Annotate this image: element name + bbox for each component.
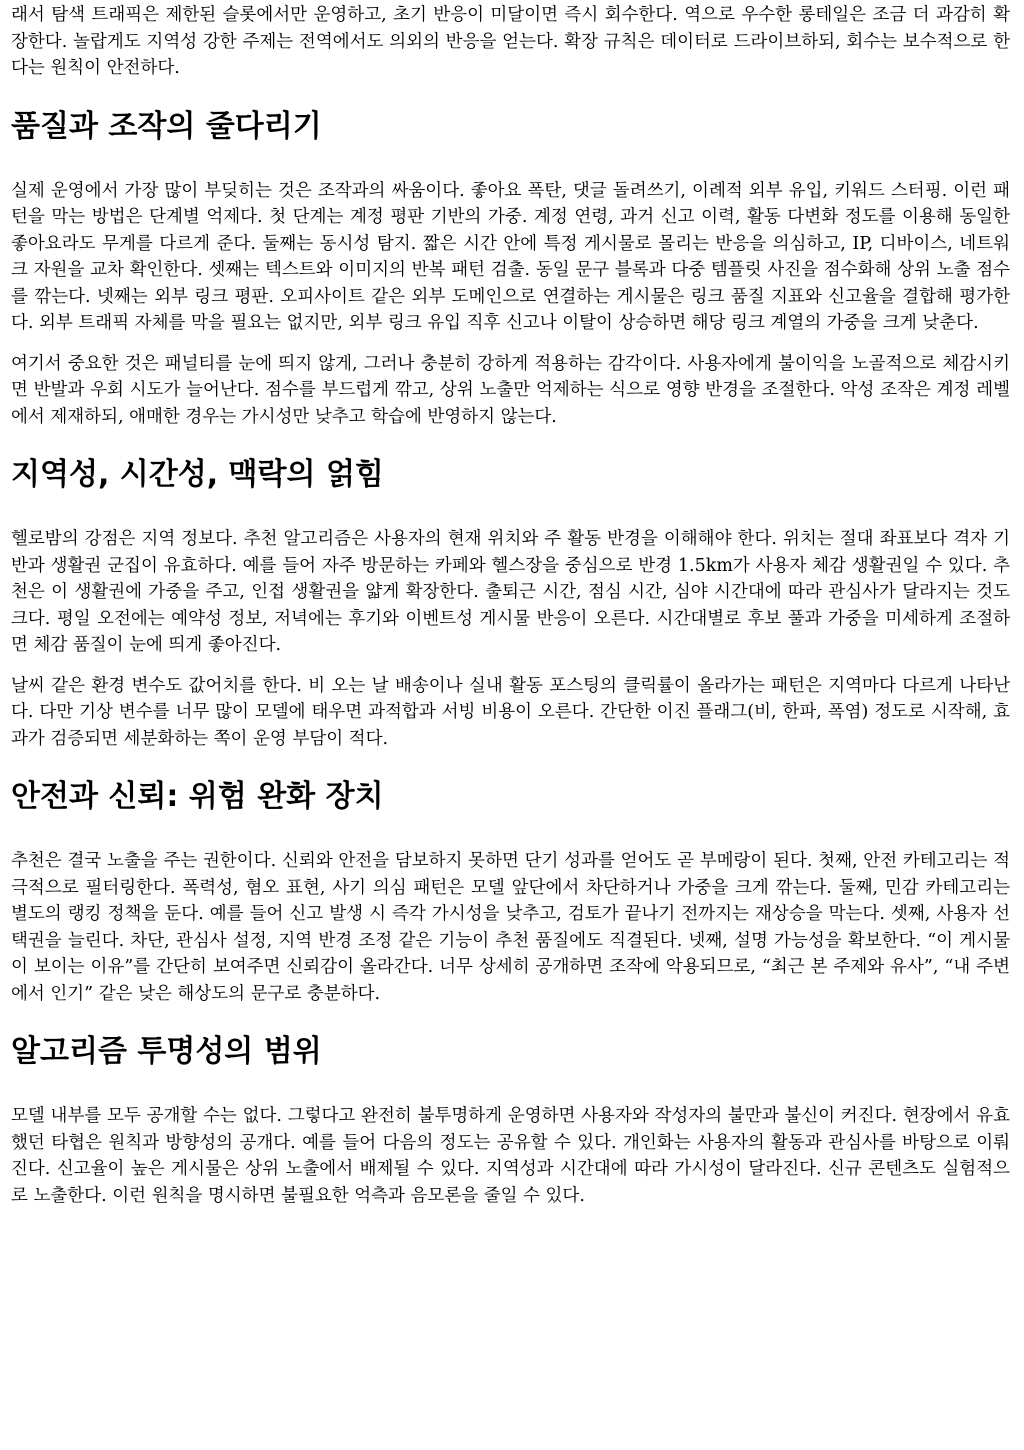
body-paragraph: 실제 운영에서 가장 많이 부딪히는 것은 조작과의 싸움이다. 좋아요 폭탄, 댓글 돌려쓰기, 이례적 외부 유입, 키워드 스터핑. 이런 패턴을 막는 방법은 단계별 억제다. 첫 단계는 계정 평판 기반의 가중. 계정 연령, 과거 신고 이력, 활동 다변화 정도를 이용해 동일한 좋아요라도 무게를 다르게 준다. 둘째는 동시성 탐지. 짧은 시간 안에 특정 게시물로 몰리는 반응을 의심하고, IP, 디바이스, 네트워크 자원을 교차 확인한다. 셋째는 텍스트와 이미지의 반복 패턴 검출. 동일 문구 블록과 다중 템플릿 사진을 점수화해 상위 노출 점수를 깎는다. 넷째는 외부 링크 평판. 오피사이트 같은 외부 도메인으로 연결하는 게시물은 링크 품질 지표와 신고율을 결합해 평가한다. 외부 트래픽 자체를 막을 필요는 없지만, 외부 링크 유입 직후 신고나 이탈이 상승하면 해당 링크 계열의 가중을 크게 낮춘다. [11,180,1010,333]
body-paragraph: 날씨 같은 환경 변수도 값어치를 한다. 비 오는 날 배송이나 실내 활동 포스팅의 클릭률이 올라가는 패턴은 지역마다 다르게 나타난다. 다만 기상 변수를 너무 많이 모델에 태우면 과적합과 서빙 비용이 오른다. 간단한 이진 플래그(비, 한파, 폭염) 정도로 시작해, 효과가 검증되면 세분화하는 쪽이 운영 부담이 적다. [11,675,1010,749]
section-heading: 품질과 조작의 줄다리기 [11,108,322,144]
section-heading: 지역성, 시간성, 맥락의 얽힘 [11,457,384,492]
section-safety-and-trust [11,778,1010,1007]
article [0,2,1024,1209]
intro-paragraph: 래서 탐색 트래픽은 제한된 슬롯에서만 운영하고, 초기 반응이 미달이면 즉시 회수한다. 역으로 우수한 롱테일은 조금 더 과감히 확장한다. 놀랍게도 지역성 강한 주제는 전역에서도 의외의 반응을 얻는다. 확장 규칙은 데이터로 드라이브하되, 회수는 보수적으로 한다는 원칙이 안전하다. [11,5,1010,78]
section-locality-time-context [11,456,1010,752]
section-algorithm-transparency [11,1033,1010,1209]
body-paragraph: 추천은 결국 노출을 주는 권한이다. 신뢰와 안전을 담보하지 못하면 단기 성과를 얻어도 곧 부메랑이 된다. 첫째, 안전 카테고리는 적극적으로 필터링한다. 폭력성, 혐오 표현, 사기 의심 패턴은 모델 앞단에서 차단하거나 가중을 크게 깎는다. 둘째, 민감 카테고리는 별도의 랭킹 정책을 둔다. 예를 들어 신고 발생 시 즉각 가시성을 낮추고, 검토가 끝나기 전까지는 재상승을 막는다. 셋째, 사용자 선택권을 늘린다. 차단, 관심사 설정, 지역 반경 조정 같은 기능이 추천 품질에도 직결된다. 넷째, 설명 가능성을 확보한다. “이 게시물이 보이는 이유”를 간단히 보여주면 신뢰감이 올라간다. 너무 상세히 공개하면 조작에 악용되므로, “최근 본 주제와 유사”, “내 주변에서 인기” 같은 낮은 해상도의 문구로 충분하다. [11,851,1010,1004]
section-quality-vs-manipulation [11,108,1010,431]
section-heading: 안전과 신뢰: 위험 완화 장치 [11,779,384,814]
body-paragraph: 모델 내부를 모두 공개할 수는 없다. 그렇다고 완전히 불투명하게 운영하면 사용자와 작성자의 불만과 불신이 커진다. 현장에서 유효했던 타협은 원칙과 방향성의 공개다. 예를 들어 다음의 정도는 공유할 수 있다. 개인화는 사용자의 활동과 관심사를 바탕으로 이뤄진다. 신고율이 높은 게시물은 상위 노출에서 배제될 수 있다. 지역성과 시간대에 따라 가시성이 달라진다. 신규 콘텐츠도 실험적으로 노출한다. 이런 원칙을 명시하면 불필요한 억측과 음모론을 줄일 수 있다. [11,1106,1010,1206]
body-paragraph: 헬로밤의 강점은 지역 정보다. 추천 알고리즘은 사용자의 현재 위치와 주 활동 반경을 이해해야 한다. 위치는 절대 좌표보다 격자 기반과 생활권 군집이 유효하다. 예를 들어 자주 방문하는 카페와 헬스장을 중심으로 반경 1.5km가 사용자 체감 생활권일 수 있다. 추천은 이 생활권에 가중을 주고, 인접 생활권을 얇게 확장한다. 출퇴근 시간, 점심 시간, 심야 시간대에 따라 관심사가 달라지는 것도 크다. 평일 오전에는 예약성 정보, 저녁에는 후기와 이벤트성 게시물 반응이 오른다. 시간대별로 후보 풀과 가중을 미세하게 조절하면 체감 품질이 눈에 띄게 좋아진다. [11,529,1010,655]
section-heading: 알고리즘 투명성의 범위 [11,1034,322,1069]
body-paragraph: 여기서 중요한 것은 패널티를 눈에 띄지 않게, 그러나 충분히 강하게 적용하는 감각이다. 사용자에게 불이익을 노골적으로 체감시키면 반발과 우회 시도가 늘어난다. 점수를 부드럽게 깎고, 상위 노출만 억제하는 식으로 영향 반경을 조절한다. 악성 조작은 계정 레벨에서 제재하되, 애매한 경우는 가시성만 낮추고 학습에 반영하지 않는다. [11,353,1010,427]
